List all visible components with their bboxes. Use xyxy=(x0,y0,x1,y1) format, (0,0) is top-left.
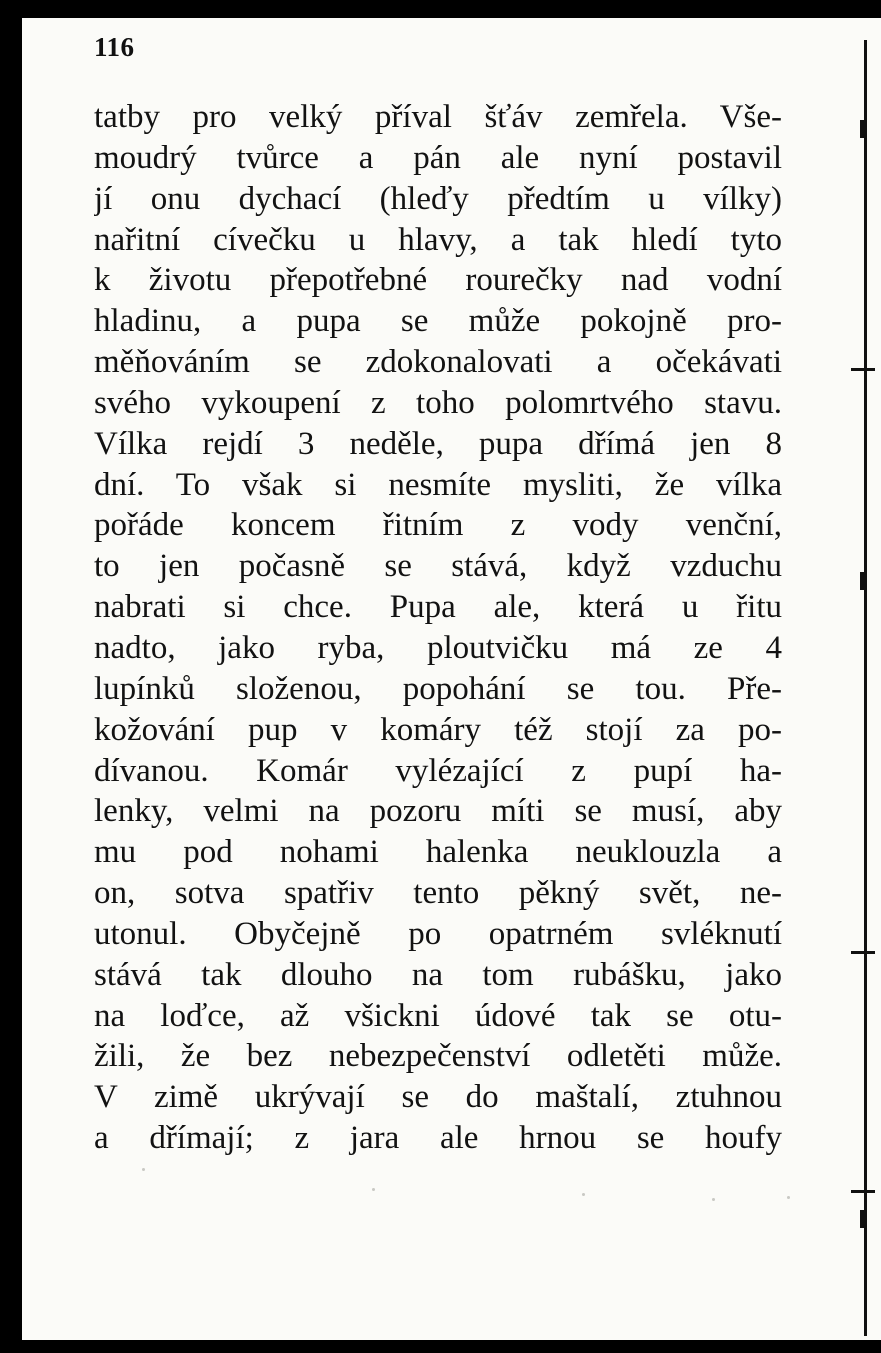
edge-mark-1 xyxy=(860,120,866,138)
edge-mark-5 xyxy=(851,1190,875,1193)
page-edge-line xyxy=(864,40,867,1336)
text-line: nadto, jako ryba, ploutvičku má ze 4 xyxy=(94,629,782,666)
text-line: k životu přepotřebné rourečky nad vodní xyxy=(94,262,782,299)
text-line: dní. To však si nesmíte mysliti, že vílka xyxy=(94,466,782,503)
text-line: lupínků složenou, popohání se tou. Pře- xyxy=(94,670,782,707)
text-line: dívanou. Komár vylézající z pupí ha- xyxy=(94,752,782,789)
text-line: hladinu, a pupa se může pokojně pro- xyxy=(94,303,782,340)
page-number: 116 xyxy=(94,32,135,62)
text-line: moudrý tvůrce a pán ale nyní postavil xyxy=(94,139,782,176)
text-line: nařitní cívečku u hlavy, a tak hledí tyto xyxy=(94,221,782,258)
text-line: lenky, velmi na pozoru míti se musí, aby xyxy=(94,793,782,830)
text-line: pořáde koncem řitním z vody venční, xyxy=(94,507,782,544)
text-line: žili, že bez nebezpečenství odletěti může. xyxy=(94,1038,782,1075)
text-line: na loďce, až všickni údové tak se otu- xyxy=(94,997,782,1034)
text-line: to jen počasně se stává, když vzduchu xyxy=(94,548,782,585)
text-line: on, sotva spatřiv tento pěkný svět, ne- xyxy=(94,875,782,912)
text-line: mu pod nohami halenka neuklouzla a xyxy=(94,834,782,871)
text-line: kožování pup v komáry též stojí za po- xyxy=(94,711,782,748)
text-line: měňováním se zdokonalovati a očekávati xyxy=(94,344,782,381)
text-line: V zimě ukrývají se do maštalí, ztuhnou xyxy=(94,1079,782,1116)
text-line: stává tak dlouho na tom rubášku, jako xyxy=(94,956,782,993)
text-line: jí onu dychací (hleďy předtím u vílky) xyxy=(94,180,782,217)
text-line: tatby pro velký příval šťáv zemřela. Vše- xyxy=(94,99,782,135)
text-line: utonul. Obyčejně po opatrném svléknutí xyxy=(94,915,782,952)
edge-mark-3 xyxy=(860,572,866,590)
edge-mark-4 xyxy=(851,951,875,954)
body-text xyxy=(94,97,782,1159)
text-line: svého vykoupení z toho polomrtvého stavu. xyxy=(94,384,782,421)
text-line: nabrati si chce. Pupa ale, která u řitu xyxy=(94,589,782,626)
edge-mark-6 xyxy=(860,1210,866,1228)
text-line: a dřímají; z jara ale hrnou se houfy xyxy=(94,1120,782,1157)
text-line: Vílka rejdí 3 neděle, pupa dřímá jen 8 xyxy=(94,425,782,462)
edge-mark-2 xyxy=(851,368,875,371)
